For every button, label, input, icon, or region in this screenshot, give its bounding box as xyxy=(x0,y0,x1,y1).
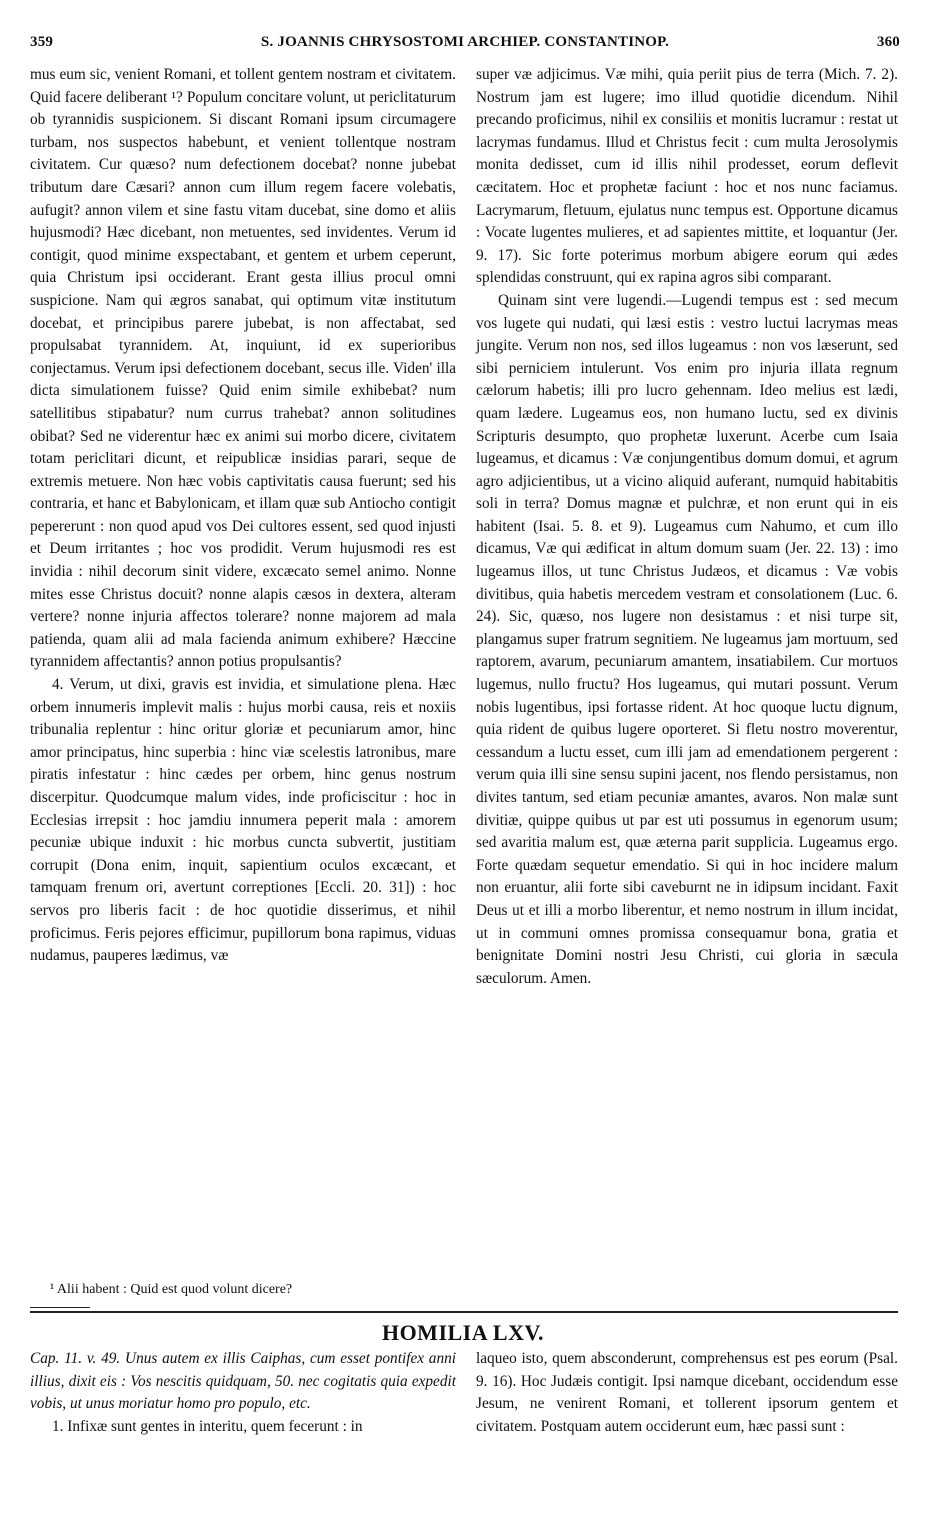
section-rule xyxy=(30,1311,898,1313)
paragraph-quinam-sint: Quinam sint vere lugendi.—Lugendi tempus est : sed mecum vos lugete qui nudati, qui læsi estis : vestro luctui lacrymas meas jungite. Verum non nos, sed illos lugeamus : non vos læserunt, sed sibi perniciem intulerunt. Vos enim pro injuria illata regnum cælorum habetis; illi pro lucro gehennam. Ideo melius est lædi, quam lædere. Lugeamus eos, non humano luctu, sed ex divinis Scripturis desumpto, quo prophetæ luxerunt. Acerbe cum Isaia lugeamus, et dicamus : Væ conjungentibus domum domui, et agrum agro adjicientibus, ut a vicino aliquid auferant, numquid habitabitis soli in terra? Domus magnæ et pulchræ, et non erunt qui in eis habitent (Isai. 5. 8. et 9). Lugeamus cum Nahumo, et cum illo dicamus, Væ qui ædificat in altum domum suam (Jer. 22. 13) : imo lugeamus illos, ut tunc Christus Judæos, et dicamus : Væ vobis divitibus, quia habetis mercedem vestram et consolationem (Luc. 6. 24). Sic, quæso, nos lugere non desistamus : et nisi turpe sit, plangamus super fratrum segnitiem. Ne lugeamus jam mortuum, sed raptorem, avarum, pecuniarum amantem, insatiabilem. Cur mortuos lugemus, nullo fructu? Hos lugeamus, qui mutari possunt. Verum nobis lugentibus, ipsi fortasse rident. At hoc quoque luctu dignum, quia rident de quibus lugere oporteret. Si fletu nostro moverentur, cessandum a luctu esset, cum illi jam ad emendationem pergerent : verum quia illi sine sensu supini jacent, nos flendo persistamus, non divites tantum, sed etiam pecuniæ amantes, avaros. Non malæ sunt divitiæ, quippe quibus ut par est uti possumus in egenorum usum; sed avaritia malum est, quæ æterna parit supplicia. Lugeamus ergo. Forte quædam sequetur emendatio. Si qui in hoc incidere malum non eruantur, alii forte sibi caveburnt ne in idipsum incidant. Faxit Deus ut et illi a morbo liberentur, et nemo nostrum in illum incidat, ut in communi omnes promissa consequamur bona, gratia et benignitate Domini nostri Jesu Christi, cui gloria in sæcula sæculorum. Amen. xyxy=(476,291,898,987)
right-column-bottom xyxy=(476,1348,898,1438)
footnote-rule xyxy=(30,1307,90,1308)
paragraph-section-1: 1. Infixæ sunt gentes in interitu, quem fecerunt : in xyxy=(52,1417,363,1435)
page-number-right: 360 xyxy=(876,34,900,50)
right-column-top xyxy=(476,64,898,990)
paragraph: super væ adjicimus. Væ mihi, quia periit pius de terra (Mich. 7. 2). Nostrum jam est lugere; imo illud quotidie dicendum. Nihil precando proficimus, nihil ex consiliis et monitis lucramur : restat ut lacrymas fundamus. Illud et Christus fecit : cum multa Jerosolymis monita dedisset, cum id illis nihil prodesset, eorum deflevit cæcitatem. Hoc et prophetæ faciunt : hoc et nos nunc faciamus. Lacrymarum, fletuum, ejulatus nunc tempus est. Opportune dicamus : Vocate lugentes mulieres, et ad sapientes mittite, et loquantur (Jer. 9. 17). Sic forte poterimus morbum abigere eorum qui ædes splendidas construunt, qui ex rapina agros sibi comparant. xyxy=(476,66,898,287)
running-head xyxy=(30,34,900,58)
page-number-left: 359 xyxy=(30,34,54,50)
paragraph-section-4: 4. Verum, ut dixi, gravis est invidia, et simulatione plena. Hæc orbem innumeris implevit malis : hujus morbi causa, reis et noxiis tribunalia replentur : hinc oritur gloriæ et pecuniarum amor, hinc amor principatus, hinc superbia : hinc viæ scelestis latronibus, mare piratis infestatur : hinc cædes per orbem, hinc genus nostrum discerpitur. Quodcumque malum vides, inde proficiscitur : hoc in Ecclesias irrepsit : hoc jamdiu innumera peperit mala : amorem pecuniæ ubique induxit : hic morbus cuncta subvertit, justitiam corrupit (Dona enim, inquit, sapientium oculos excæcant, et tamquam frenum ori, avertunt correptiones [Eccli. 20. 31]) : hoc servos pro liberis facit : de hoc quotidie disserimus, et nihil proficimus. Feris pejores efficimur, pupillorum bona rapimus, viduas nudamus, pauperes lædimus, væ xyxy=(30,676,456,965)
left-column-top xyxy=(30,64,456,968)
left-column-bottom xyxy=(30,1348,456,1438)
paragraph: laqueo isto, quem absconderunt, comprehensus est pes eorum (Psal. 9. 16). Hoc Judæis contigit. Ipsi namque dicebant, occidendum esse Jesum, ne venirent Romani, et tollerent ipsorum gentem et civitatem. Postquam autem occiderunt eum, hæc passi sunt : xyxy=(476,1350,898,1435)
homily-heading: HOMILIA LXV. xyxy=(381,1320,545,1345)
footnote: ¹ Alii habent : Quid est quod volunt dicere? xyxy=(50,1282,293,1297)
paragraph: mus eum sic, venient Romani, et tollent gentem nostram et civitatem. Quid facere deliberant ¹? Populum concitare volunt, ut periclitaturum ob tyrannidis suspicionem. Si discant Romani ipsum circumagere turbam, nos suspectos habebunt, et venient tollentque nostram civitatem. Cur quæso? num defectionem docebat? nonne jubebat tributum dare Cæsari? annon cum illum regem facere volebatis, aufugit? annon vilem et sine fastu vitam ducebat, sine domo et aliis hujusmodi? Hæc dicebant, non metuentes, sed invidentes. Verum id contigit, quod minime exspectabant, et gentem et urbem ceperunt, quia Christum ipsi occiderant. Erant gesta illius procul omni suspicione. Nam qui ægros sanabat, qui optimum vitæ institutum docebat, et principibus parere jubebat, is non affectabat, sed propulsabat tyrannidem. At, inquiunt, id ex superioribus conjectamus. Verum ipsi defectionem docebant, secus ille. Viden' illa dicta simulationem fuisse? Quid enim simile exhibebat? num satellitibus stipabatur? num currus trahebat? annon solitudines obibat? Sed ne viderentur hæc ex animi sui morbo dicere, civitatem totam periclitari dicunt, et reipublicæ insidias parari, seque de extremis metuere. Non hæc vobis captivitatis causa fuerunt; sed his contraria, et hanc et Babylonicam, et illam quæ sub Antiocho contigit pepererunt : non quod apud vos Dei cultores essent, sed quod injusti et Deum irritantes ; hoc vos prodidit. Verum hujusmodi res est invidia : nihil decorum sinit videre, excæcato semel animo. Nonne mites esse Christus docuit? nonne alapis cæsos in dextera, alteram vertere? nonne injuria affectos tolerare? nonne majorem ad mala patienda, quam alii ad mala facienda animum exhibere? Hæccine tyrannidem affectantis? annon potius propulsantis? xyxy=(30,66,456,671)
running-title: S. JOANNIS CHRYSOSTOMI ARCHIEP. CONSTANTINOP. xyxy=(260,34,670,50)
chapter-verse-citation: Cap. 11. v. 49. Unus autem ex illis Caiphas, cum esset pontifex anni illius, dixit eis : Vos nescitis quidquam, 50. nec cogitatis quia expedit vobis, ut unus moriatur homo pro populo, etc. xyxy=(30,1350,456,1413)
